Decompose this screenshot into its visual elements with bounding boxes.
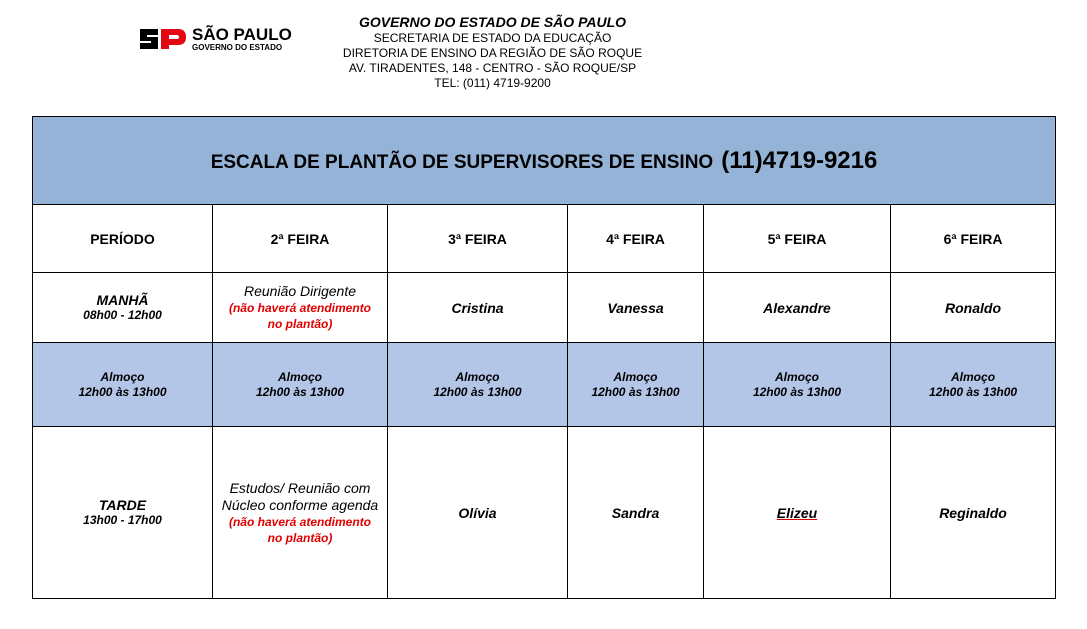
lunch-cell [891,343,1056,427]
logo-subtitle: GOVERNO DO ESTADO [192,43,283,52]
afternoon-thursday-supervisor [704,427,891,599]
institution-header [330,14,655,91]
header-row [33,205,1056,273]
header-thursday: 5ª FEIRA [704,205,891,273]
lunch-time: 12h00 às 13h00 [591,384,680,399]
lunch-cell [704,343,891,427]
morning-row [33,273,1056,343]
morning-monday-warning-2: no plantão) [267,317,333,331]
diretoria-line: DIRETORIA DE ENSINO DA REGIÃO DE SÃO ROQUE [342,46,643,60]
lunch-row [33,343,1056,427]
duty-phone: (11)4719-9216 [721,146,878,174]
afternoon-time: 13h00 - 17h00 [83,513,162,527]
header-tuesday: 3ª FEIRA [388,205,568,273]
morning-label: MANHÃ [96,292,149,308]
lunch-label: Almoço [774,369,819,384]
morning-time: 08h00 - 12h00 [83,308,162,322]
afternoon-monday-warning-2: no plantão) [267,530,333,545]
afternoon-monday-cell [213,427,388,599]
lunch-label: Almoço [455,369,500,384]
afternoon-monday-note-2: Núcleo conforme agenda [221,496,379,513]
morning-monday-cell [213,273,388,343]
table-title-row [33,117,1056,205]
afternoon-tuesday-supervisor: Olívia [388,427,568,599]
lunch-cell [568,343,704,427]
afternoon-monday-note-1: Estudos/ Reunião com [229,479,371,496]
lunch-time: 12h00 às 13h00 [255,384,345,399]
table-title: ESCALA DE PLANTÃO DE SUPERVISORES DE ENSINO [210,151,714,173]
header-periodo: PERÍODO [33,205,213,273]
afternoon-friday-supervisor: Reginaldo [891,427,1056,599]
afternoon-period-cell [33,427,213,599]
lunch-time: 12h00 às 13h00 [78,384,167,399]
lunch-cell [213,343,388,427]
lunch-label: Almoço [613,369,658,384]
lunch-label: Almoço [277,369,322,384]
morning-friday-supervisor: Ronaldo [891,273,1056,343]
logo-name: SÃO PAULO [192,25,292,44]
morning-monday-warning-1: (não haverá atendimento [228,301,372,315]
morning-period-cell [33,273,213,343]
lunch-label: Almoço [100,369,145,384]
telephone-line: TEL: (011) 4719-9200 [434,76,551,90]
header-wednesday: 4ª FEIRA [568,205,704,273]
afternoon-thursday-name: Elizeu [776,504,818,521]
lunch-cell [388,343,568,427]
address-line: AV. TIRADENTES, 148 - CENTRO - SÃO ROQUE/SP [348,61,637,75]
table-title-cell [33,117,1056,205]
afternoon-monday-warning-1: (não haverá atendimento [228,514,372,529]
lunch-time: 12h00 às 13h00 [433,384,522,399]
afternoon-label: TARDE [98,497,147,513]
header-friday: 6ª FEIRA [891,205,1056,273]
secretaria-line: SECRETARIA DE ESTADO DA EDUCAÇÃO [373,31,612,45]
sao-paulo-logo [138,26,298,54]
afternoon-row [33,427,1056,599]
morning-wednesday-supervisor: Vanessa [568,273,704,343]
duty-schedule-table [32,116,1056,599]
morning-thursday-supervisor: Alexandre [704,273,891,343]
header-monday: 2ª FEIRA [213,205,388,273]
morning-monday-note: Reunião Dirigente [243,283,357,299]
morning-tuesday-supervisor: Cristina [388,273,568,343]
lunch-time: 12h00 às 13h00 [752,384,842,399]
lunch-cell [33,343,213,427]
government-title: GOVERNO DO ESTADO DE SÃO PAULO [358,14,627,30]
lunch-label: Almoço [951,369,996,384]
afternoon-wednesday-supervisor: Sandra [568,427,704,599]
sp-logo-icon [138,26,188,52]
lunch-time: 12h00 às 13h00 [928,384,1018,399]
